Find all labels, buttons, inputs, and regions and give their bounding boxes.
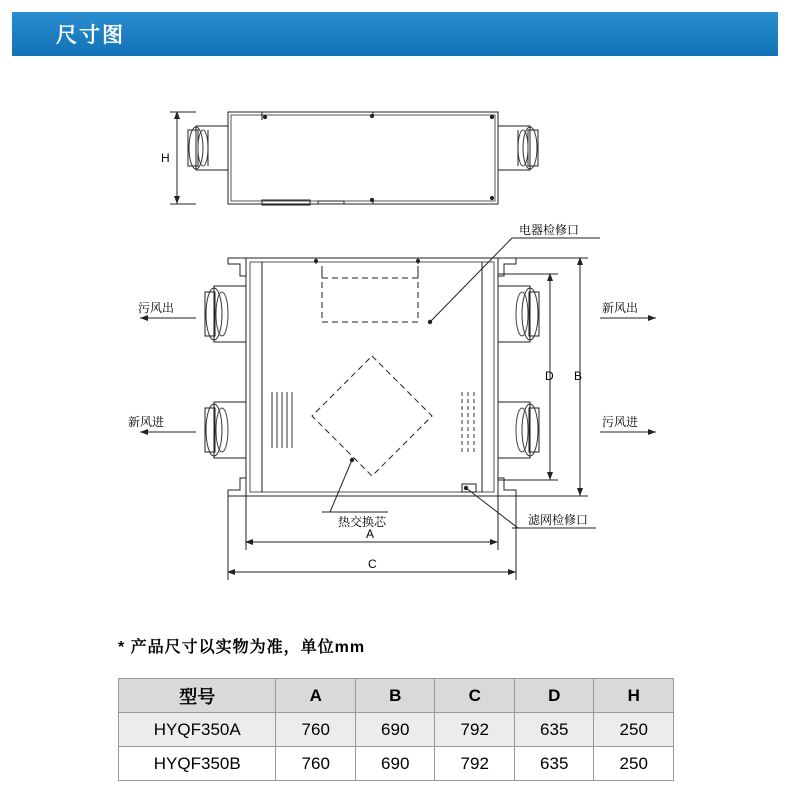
page-header	[12, 12, 778, 56]
leader-filter-access	[466, 488, 518, 528]
dimension-drawing	[0, 60, 790, 620]
label-h-top: H	[161, 151, 170, 165]
header-h: H	[594, 679, 674, 713]
header-d: D	[514, 679, 594, 713]
specification-table	[118, 678, 674, 781]
cell-h: 250	[594, 747, 674, 781]
cell-d: 635	[514, 747, 594, 781]
table-row	[119, 713, 674, 747]
units-note: * 产品尺寸以实物为准，单位mm	[118, 639, 366, 656]
cell-h: 250	[594, 713, 674, 747]
dimension-h	[170, 112, 196, 204]
label-dim-c: C	[368, 557, 377, 571]
cell-b: 690	[355, 747, 435, 781]
table-row	[119, 747, 674, 781]
label-dim-b: B	[574, 369, 583, 383]
label-fresh-in: 新风进	[128, 415, 165, 429]
label-dim-a: A	[366, 527, 375, 541]
label-heat-core: 热交换芯	[338, 515, 387, 529]
cell-a: 760	[276, 747, 356, 781]
leader-heat-core	[330, 460, 352, 512]
header-a: A	[276, 679, 356, 713]
header-model: 型号	[119, 679, 276, 713]
label-fresh-out: 新风出	[602, 301, 639, 315]
cell-model: HYQF350B	[119, 747, 276, 781]
top-view-outline	[188, 112, 538, 205]
cell-b: 690	[355, 713, 435, 747]
page-title: 尺寸图	[56, 24, 125, 47]
label-electrical-access: 电器检修口	[519, 223, 580, 237]
cell-d: 635	[514, 713, 594, 747]
table-header-row	[119, 679, 674, 713]
cell-a: 760	[276, 713, 356, 747]
leader-electrical-access	[430, 238, 512, 322]
cell-c: 792	[435, 713, 515, 747]
label-dim-d: D	[545, 369, 554, 383]
header-b: B	[355, 679, 435, 713]
cell-c: 792	[435, 747, 515, 781]
label-filter-access: 滤网检修口	[528, 513, 589, 527]
cell-model: HYQF350A	[119, 713, 276, 747]
label-exhaust-in: 污风进	[602, 415, 639, 429]
label-exhaust-out: 污风出	[138, 301, 175, 315]
plan-view-outline	[205, 258, 539, 496]
header-c: C	[435, 679, 515, 713]
